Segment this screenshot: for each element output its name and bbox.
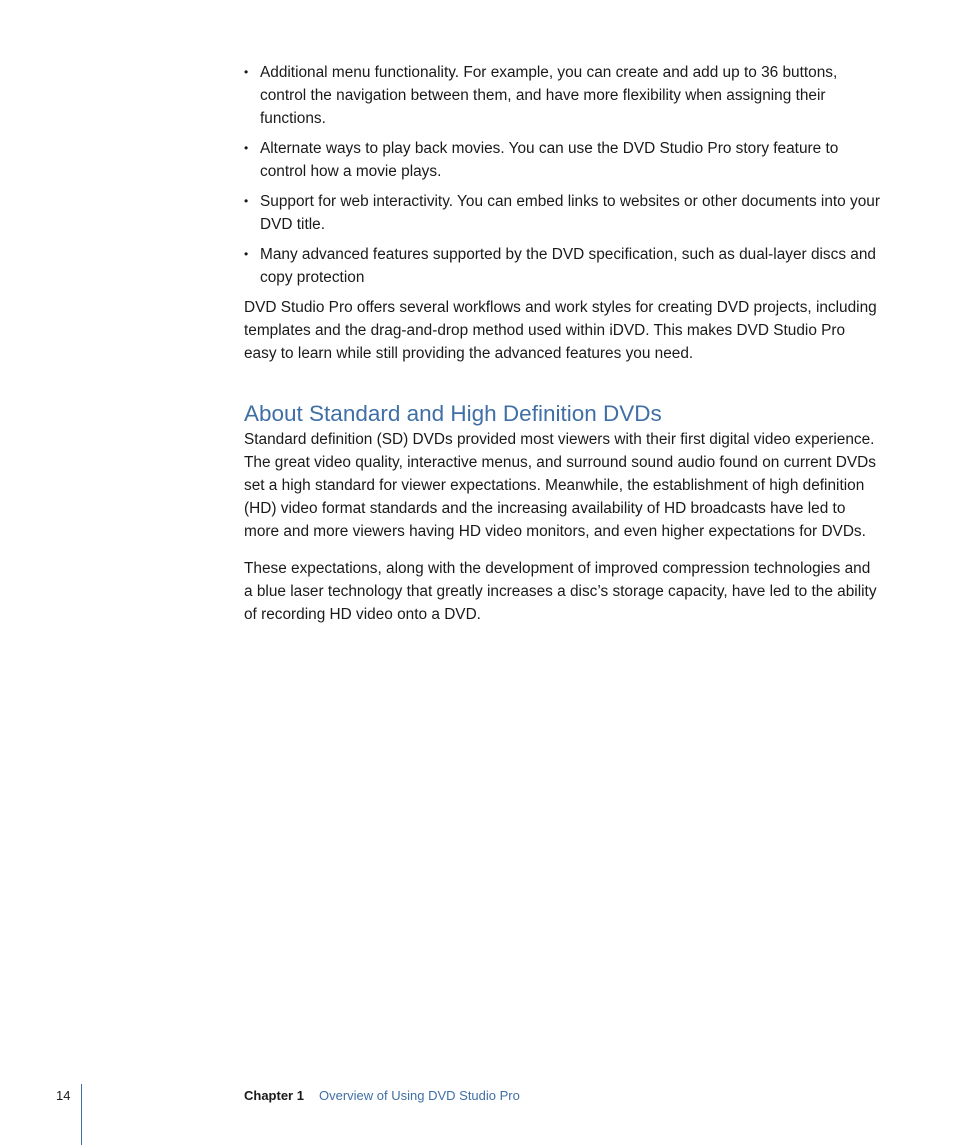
bullet-marker: • xyxy=(244,194,249,208)
list-item xyxy=(244,137,880,183)
list-item xyxy=(244,190,880,236)
page-number: 14 xyxy=(56,1088,71,1103)
bullet-marker: • xyxy=(244,65,249,79)
chapter-label: Chapter 1 xyxy=(244,1088,304,1103)
list-item-text: Alternate ways to play back movies. You can use the DVD Studio Pro story feature to control how a movie plays. xyxy=(260,140,839,180)
bullet-marker: • xyxy=(244,247,249,261)
list-item-text: Additional menu functionality. For example, you can create and add up to 36 buttons, control the navigation between them, and have more flexibility when assigning their functions. xyxy=(260,64,838,127)
list-item xyxy=(244,61,880,130)
section-heading: About Standard and High Definition DVDs xyxy=(244,401,662,426)
list-item xyxy=(244,243,880,289)
footer-divider xyxy=(81,1084,82,1145)
intro-paragraph: DVD Studio Pro offers several workflows and work styles for creating DVD projects, including templates and the drag-and-drop method used within iDVD. This makes DVD Studio Pro easy to learn while still providing the advanced features you need. xyxy=(244,299,877,362)
section-paragraph: Standard definition (SD) DVDs provided most viewers with their first digital video experience. The great video quality, interactive menus, and surround sound audio found on current DVDs set a high standard for viewer expectations. Meanwhile, the establishment of high definition (HD) video format standards and the increasing availability of HD broadcasts have led to more and more viewers having HD video monitors, and even higher expectations for DVDs. xyxy=(244,431,876,540)
page-body xyxy=(244,61,880,626)
list-item-text: Support for web interactivity. You can embed links to websites or other documents into your DVD title. xyxy=(260,193,880,233)
section-paragraph: These expectations, along with the development of improved compression technologies and a blue laser technology that greatly increases a disc’s storage capacity, have led to the ability of recording HD video onto a DVD. xyxy=(244,560,877,623)
list-item-text: Many advanced features supported by the DVD specification, such as dual-layer discs and copy protection xyxy=(260,246,876,286)
feature-list xyxy=(244,61,880,289)
page-footer xyxy=(0,1084,954,1108)
chapter-title: Overview of Using DVD Studio Pro xyxy=(319,1088,520,1103)
bullet-marker: • xyxy=(244,141,249,155)
